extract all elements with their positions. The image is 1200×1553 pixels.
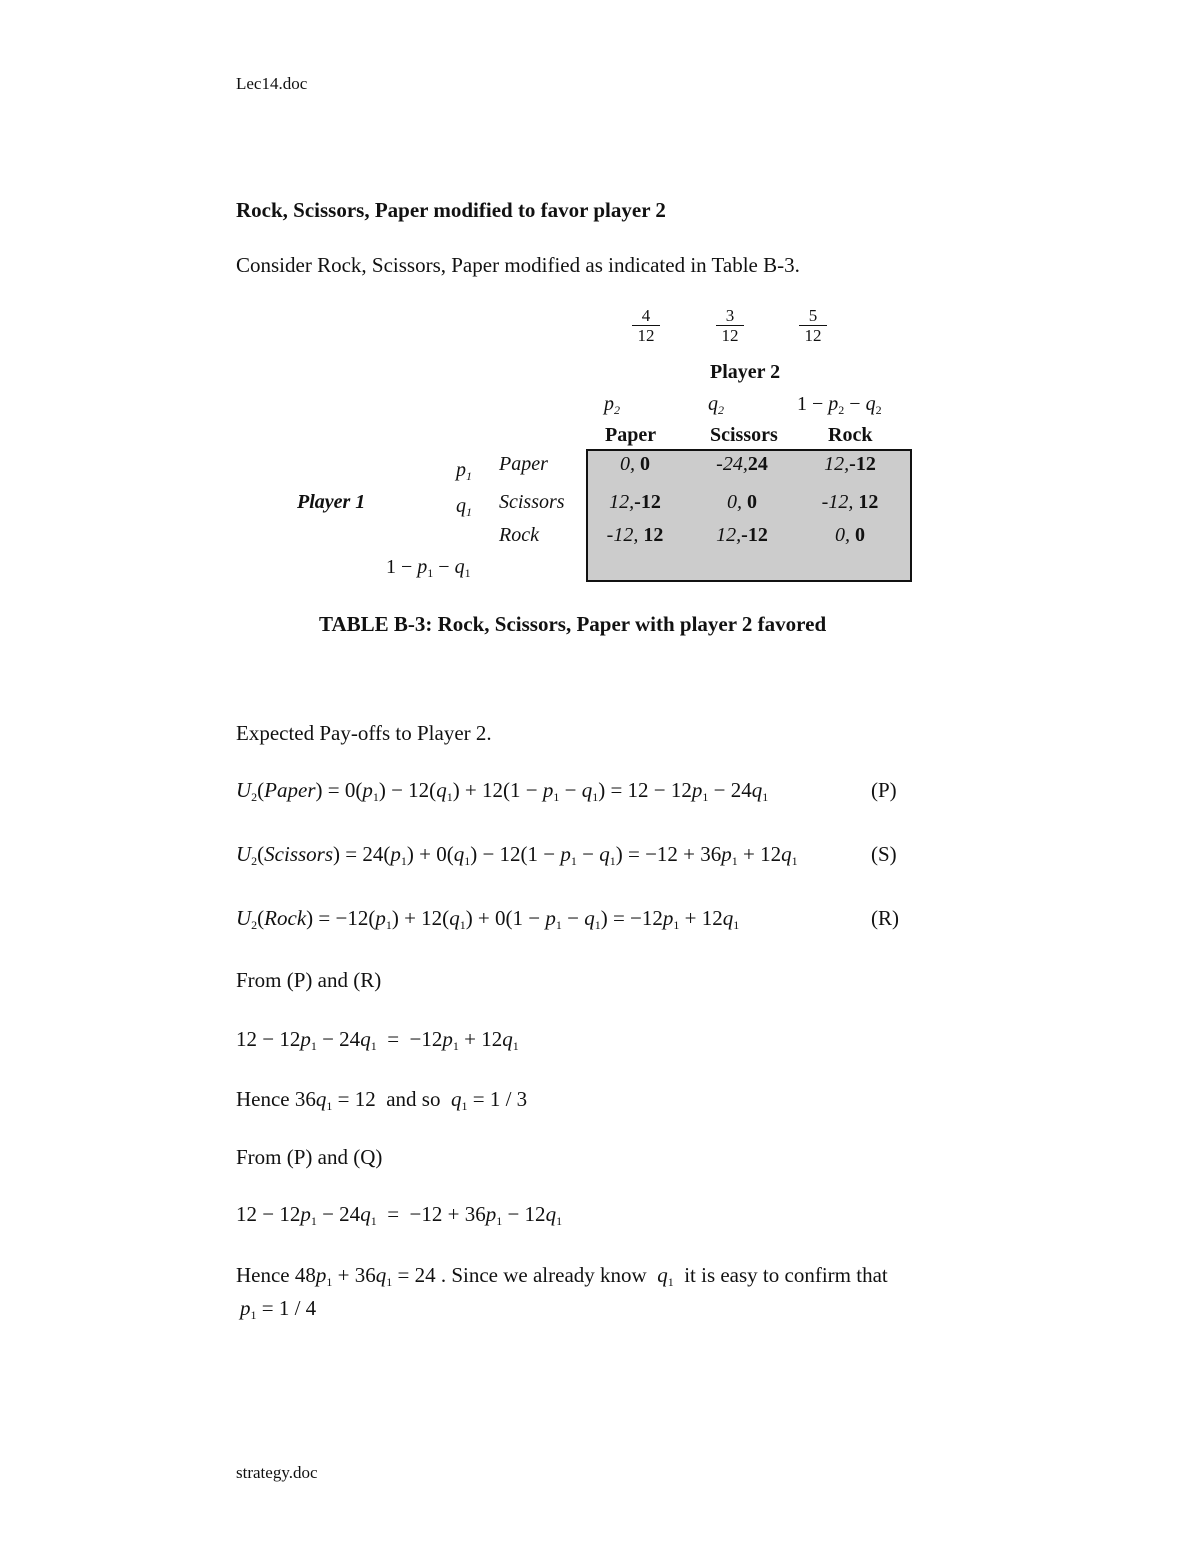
player1-label: Player 1 — [297, 491, 366, 513]
fraction-paper: 4 12 — [632, 307, 660, 344]
col-header-rock: Rock — [828, 424, 873, 446]
col-header-scissors: Scissors — [710, 424, 778, 446]
intro-paragraph: Consider Rock, Scissors, Paper modified as indicated in Table B-3. — [236, 253, 800, 277]
cell-scissors-scissors: 0, 0 — [727, 491, 757, 513]
expected-payoffs-heading: Expected Pay-offs to Player 2. — [236, 721, 492, 745]
row-prob-paper: $p_1$ — [456, 459, 472, 483]
row-prob-scissors: $q_1$ — [456, 495, 472, 519]
cell-rock-scissors: 12,-12 — [716, 524, 768, 546]
row-label-scissors: Scissors — [499, 491, 565, 513]
cell-rock-paper: -12, 12 — [606, 524, 664, 546]
col-prob-scissors: $q_2$ — [708, 393, 724, 417]
section-title: Rock, Scissors, Paper modified to favor player 2 — [236, 198, 666, 222]
player2-label: Player 2 — [710, 361, 781, 383]
col-prob-paper: $p_2$ — [604, 393, 620, 417]
hence-q1: Hence $36q_1 = 12$ and so $q_1 = 1 / 3$ — [236, 1087, 528, 1113]
cell-paper-paper: 0, 0 — [620, 453, 650, 475]
equation-scissors: $U_2(Scissors) = 24(p_1) + 0(q_1) - 12(1 - p_1 - q_1) = -12 + 36p_1 + 12q_1$ — [236, 842, 798, 868]
p1-result: $p_1 = 1 / 4$ — [240, 1296, 317, 1322]
col-prob-rock: $1 - p_2 - q_2$ — [797, 393, 882, 417]
equation-tag-r: (R) — [871, 906, 899, 930]
row-label-rock: Rock — [499, 524, 539, 546]
cell-scissors-paper: 12,-12 — [609, 491, 661, 513]
equation-tag-s: (S) — [871, 842, 897, 866]
from-p-and-r: From (P) and (R) — [236, 968, 382, 992]
hence-p1: Hence $48p_1 + 36q_1 = 24$ . Since we already know $q_1$ it is easy to confirm that — [236, 1263, 888, 1289]
equation-pq: $12 - 12p_1 - 24q_1 = -12 + 36p_1 - 12q_1$ — [236, 1202, 563, 1228]
row-prob-rock: $1 - p_1 - q_1$ — [386, 556, 471, 580]
cell-paper-scissors: -24,24 — [716, 453, 768, 475]
row-label-paper: Paper — [499, 453, 548, 475]
page-footer: strategy.doc — [236, 1463, 318, 1482]
equation-paper: $U_2(Paper) = 0(p_1) - 12(q_1) + 12(1 - p_1 - q_1) = 12 - 12p_1 - 24q_1$ — [236, 778, 769, 804]
page-header: Lec14.doc — [236, 74, 308, 93]
equation-tag-p: (P) — [871, 778, 897, 802]
table-caption: TABLE B-3: Rock, Scissors, Paper with player 2 favored — [319, 612, 827, 636]
from-p-and-q: From (P) and (Q) — [236, 1145, 383, 1169]
equation-pr: $12 - 12p_1 - 24q_1 = -12p_1 + 12q_1$ — [236, 1027, 519, 1053]
fraction-scissors: 3 12 — [716, 307, 744, 344]
cell-scissors-rock: -12, 12 — [821, 491, 879, 513]
cell-rock-rock: 0, 0 — [835, 524, 865, 546]
equation-rock: $U_2(Rock) = -12(p_1) + 12(q_1) + 0(1 - p_1 - q_1) = -12p_1 + 12q_1$ — [236, 906, 740, 932]
col-header-paper: Paper — [605, 424, 657, 446]
cell-paper-rock: 12,-12 — [824, 453, 876, 475]
fraction-rock: 5 12 — [799, 307, 827, 344]
